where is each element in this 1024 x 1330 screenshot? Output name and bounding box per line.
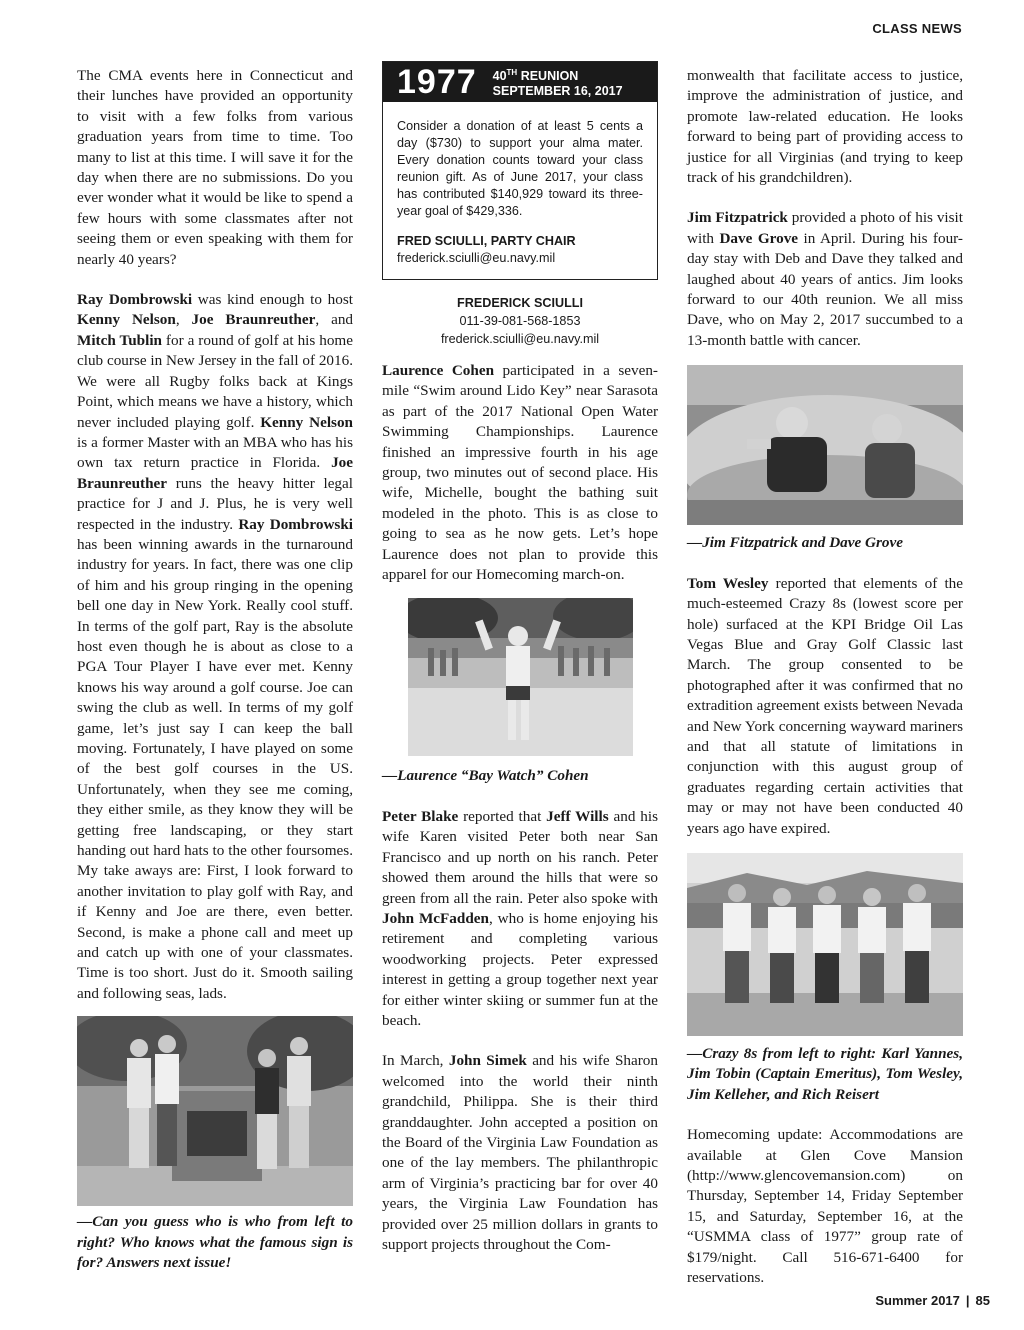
person-name: Jeff Wills [546,807,609,825]
donation-text: Consider a donation of at least 5 cents a day ($730) to support your alma mater. Every donation counts toward your class reunion gift. As of June 2017, your class has contributed $140,929 toward its three-year goal of $429,336. [397,119,643,218]
page-number: 85 [975,1293,990,1308]
golf-paragraph: Ray Dombrowski was kind enough to host Kenny Nelson, Joe Braunreuther, and Mitch Tublin for a round of golf at his home club course in New Jersey in the fall of 2016. We were all Rugby folks back at Kings Point, which means we have a history, which never included playing golf. Kenny Nelson is a former Master with an MBA who has his own tax return practice in Florida. Joe Braunreuther runs the heavy hitter legal practice for J and J. Plus, he is very well respected in the industry. Ray Dombrowski has been winning awards in the turnaround industry for years. In fact, there was one clip of him and his group ringing in the opening bell one day in New York. Really cool stuff. In terms of the golf part, Ray is the absolute host even though he is about as close to a PGA Tour Player I have ever met. Kenny knows his way around a golf course. Joe can swing the club as well. In terms of my golf game, let’s just say I can keep the ball moving. Fortunately, I have played on some of the best golf courses in the US. Unfortunately, when they see me coming, they either smile, as they know they will be getting free landscaping, or they start handing out hard hats to the other foursomes. My take aways are: First, I look forward to another invitation to play golf with Ray, and if Kenny and Joe are there, even better. Second, is make a phone call and meet up and catch up with one of your classmates. Time is too short. Just do it. Smooth sailing and following seas, lads. [77,291,354,1002]
column-2 [382,61,658,1255]
intro-paragraph: The CMA events here in Connecticut and their lunches have provided an opportunity to visit with a few folks from various graduation years from time to time. Too many to list at this time. I will save it for the day when there are no submissions. Do you ever wonder what it would be like to spend a few hours with some classmates after not seeing them or even speaking with them for nearly 40 years? [77,67,353,268]
contact-name: FREDERICK SCIULLI [457,296,583,310]
person-name: Jim Fitzpatrick [687,209,788,227]
person-name: John McFadden [382,909,489,927]
swimmer-caption: —Laurence “Bay Watch” Cohen [382,767,589,785]
fitzpatrick-grove-photo-image [687,365,963,525]
contact-phone: 011-39-081-568-1853 [459,314,581,328]
fitzpatrick-grove-photo [687,365,963,525]
person-name: Peter Blake [382,807,459,825]
party-chair: FRED SCIULLI, PARTY CHAIR [397,234,576,248]
crazy-8s-caption: —Crazy 8s from left to right: Karl Yannes, Jim Tobin (Captain Emeritus), Tom Wesley, Jim Kelleher, and Rich Reisert [687,1044,963,1103]
golf-group-photo [77,1016,353,1206]
person-name: Dave Grove [719,229,799,247]
wesley-paragraph: Tom Wesley reported that elements of the much-esteemed Crazy 8s (lowest score per hole) surfaced at the KPI Bridge Oil Las Vegas Blue and Gray Golf Classic last March. The group consented to be photographed after it was confirmed that no extradition agreement exists between Nevada and New York concerning wayward mariners and that all statute of limitations in conjunction with this august group of graduates regarding certain activities that may or may not have been conducted 40 years ago have expired. [687,574,964,837]
person-name: Joe Braunreuther [77,454,353,492]
fitzpatrick-caption: —Jim Fitzpatrick and Dave Grove [687,534,903,552]
page-footer [875,1293,990,1308]
class-contact [382,294,658,348]
golf-group-photo-image [77,1016,353,1206]
reunion-title: 40TH REUNION SEPTEMBER 16, 2017 [492,68,623,98]
person-name: Laurence Cohen [382,362,495,379]
person-name: Ray Dombrowski [77,291,193,309]
column-1 [77,66,353,1274]
person-name: Kenny Nelson [77,311,176,329]
fitzpatrick-paragraph: Jim Fitzpatrick provided a photo of his visit with Dave Grove in April. During his four-day stay with Deb and Dave they talked and laughed about 40 years of antics. Jim looks forward to our 40th reunion. We all miss Dave, who on May 2, 2017 succumbed to a 13-month battle with cancer. [687,209,963,349]
person-name: Tom Wesley [687,574,769,592]
reunion-year: 1977 [397,62,477,101]
simek-paragraph: In March, John Simek and his wife Sharon welcomed into the world their ninth grandchild, Philippa. She is their third granddaughter. John accepted a position on the Board of the Virginia Law Foundation as one of the lay members. The philanthropic arm of Virginia’s practicing bar for over 40 years, the Virginia Law Foundation has provided over 25 million dollars in grants to support projects throughout the Com- [382,1052,658,1253]
cohen-paragraph: Laurence Cohen participated in a seven-mile “Swim around Lido Key” near Sarasota as part of the 2017 National Open Water Swimming Championships. Laurence finished an impressive fourth in his age group, two minutes out of second place. His wife, Michelle, bought the bathing suit modeled in the photo. This is as close to going to sea as he now gets. Let’s hope Laurence does not plan to provide this apparel for our Homecoming march-on. [382,362,658,584]
person-name: John Simek [448,1052,527,1070]
section-header: CLASS NEWS [872,21,962,36]
crazy-8s-photo-image [687,853,963,1036]
issue-label: Summer 2017 [875,1293,960,1308]
blake-paragraph: Peter Blake reported that Jeff Wills and his wife Karen visited Peter both near San Francisco and up north on his ranch. Peter showed them around the hills that were so green from all the rain. Peter also spoke with John McFadden, who is home enjoying his retirement and completing various woodworking projects. Peter expressed interest in getting a group together next year for either winter skiing or summer fun at the beach. [382,807,659,1029]
simek-continued-paragraph: monwealth that facilitate access to justice, improve the administration of justice, and promote law-related education. He looks forward to being part of providing access to justice for all Virginias (and trying to keep track of his grandchildren). [687,67,963,187]
person-name: Joe Braunreuther [191,311,316,329]
swimmer-photo [408,598,633,756]
column-3 [687,66,963,1288]
reunion-box [382,61,658,280]
footer-separator: | [965,1293,970,1308]
swimmer-photo-image [408,598,633,756]
person-name: Ray Dombrowski [238,515,353,533]
golf-photo-caption: —Can you guess who is who from left to right? Who knows what the famous sign is for? Answers next issue! [77,1213,353,1272]
person-name: Kenny Nelson [260,413,354,431]
party-chair-email[interactable]: frederick.sciulli@eu.navy.mil [397,251,556,265]
homecoming-paragraph: Homecoming update: Accommodations are available at Glen Cove Mansion (http://www.glencovemansion.com) on Thursday, September 14, Friday September 15, and Saturday, September 16, at the “USMMA class of 1977” group rate of $179/night. Call 516-671-6400 for reservations. [687,1126,963,1287]
reunion-date: SEPTEMBER 16, 2017 [492,83,623,98]
reunion-header [383,62,657,102]
crazy-8s-photo [687,853,963,1036]
contact-email[interactable]: frederick.sciulli@eu.navy.mil [440,332,600,346]
person-name: Mitch Tublin [77,331,162,349]
